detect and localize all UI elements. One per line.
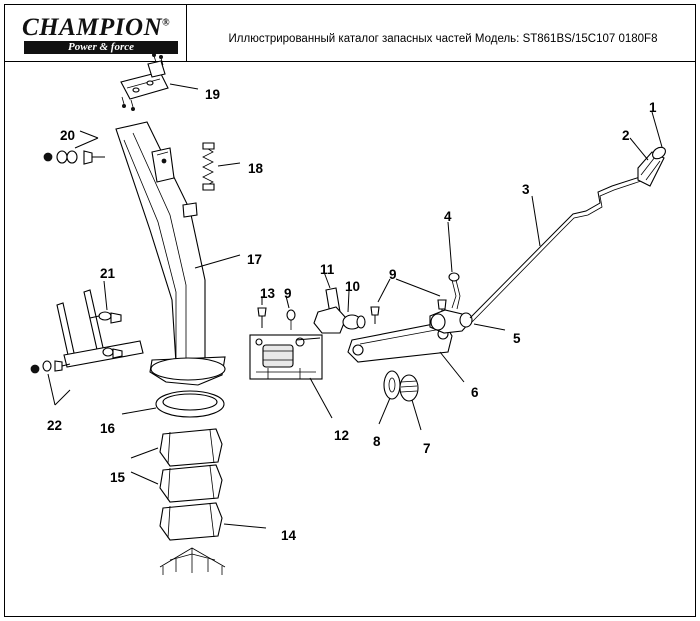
part-19-bracket [121, 53, 198, 110]
callout-16: 16 [100, 421, 116, 436]
callout-12: 12 [334, 428, 350, 443]
callout-22: 22 [47, 418, 63, 433]
part-21-22-lower-frame [31, 281, 143, 405]
callout-2: 2 [622, 128, 630, 143]
callout-4: 4 [444, 209, 452, 224]
callout-18: 18 [248, 161, 264, 176]
page-title: Иллюстрированный каталог запасных частей Модель: ST861BS/15C107 0180F8 [228, 33, 658, 45]
callout-1: 1 [649, 100, 657, 115]
part-14-boot [160, 503, 266, 540]
callout-5: 5 [513, 331, 521, 346]
callout-3: 3 [522, 182, 530, 197]
part-9b-fastener [286, 296, 295, 330]
callout-14: 14 [281, 528, 297, 543]
callout-17: 17 [247, 252, 263, 267]
callout-20: 20 [60, 128, 76, 143]
callout-10: 10 [345, 279, 361, 294]
callout-9b: 9 [284, 286, 292, 301]
callout-21: 21 [100, 266, 116, 281]
callout-11: 11 [320, 262, 335, 277]
part-15-boots [131, 429, 222, 502]
part-4-cotter-pin [448, 222, 460, 309]
part-5-knuckle [430, 310, 505, 333]
callout-13: 13 [260, 286, 276, 301]
part-10-joint [314, 291, 365, 333]
part-16-gasket-ring [122, 391, 224, 417]
part-8-7-discs [379, 371, 421, 430]
registered-mark-icon: ® [162, 17, 171, 29]
callout-6: 6 [471, 385, 479, 400]
callout-19: 19 [205, 87, 221, 102]
part-18-spring [203, 143, 240, 190]
part-2-1-grip [630, 112, 668, 186]
callout-8: 8 [373, 434, 381, 449]
part-lower-stand [160, 548, 225, 575]
callout-9a: 9 [389, 267, 397, 282]
logo-wordmark-text: CHAMPION [22, 14, 163, 41]
logo-tagline: Power & force [68, 41, 134, 53]
callout-7: 7 [423, 441, 431, 456]
callout-15: 15 [110, 470, 126, 485]
part-3-control-rod [470, 177, 641, 322]
part-12-control-box [250, 335, 332, 418]
